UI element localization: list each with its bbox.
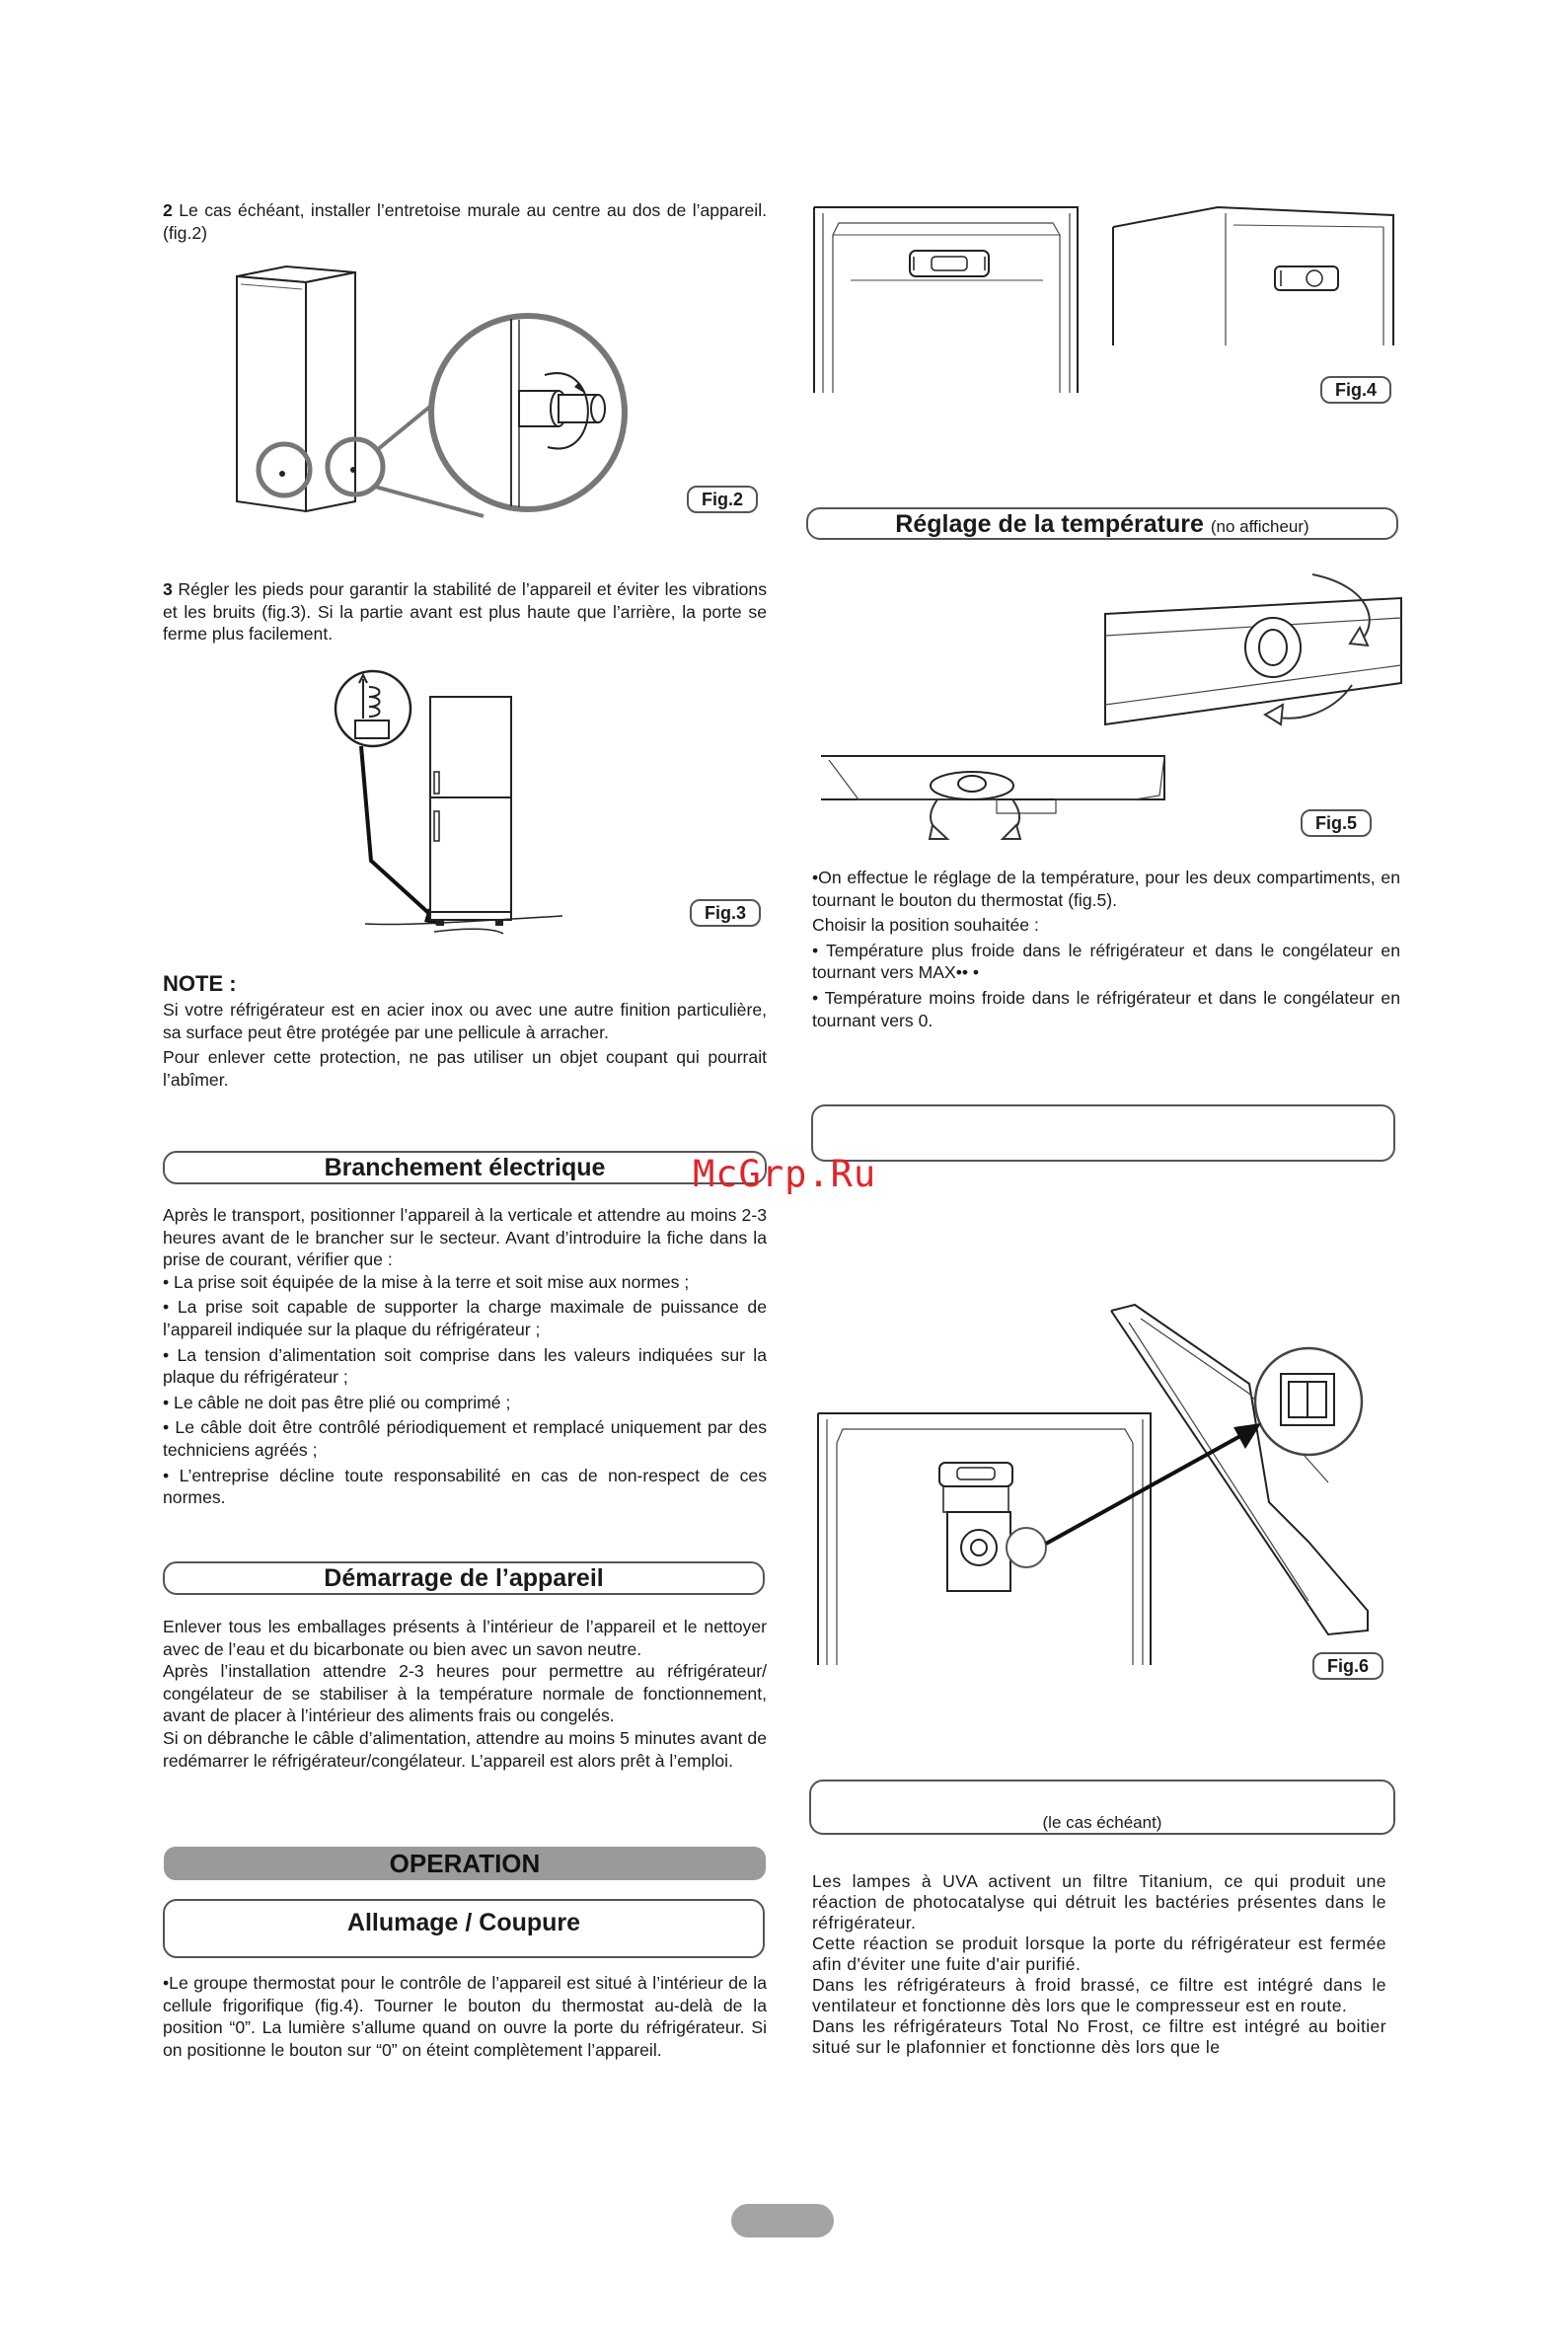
section-title-reglage — [806, 507, 1398, 540]
branchement-item: • La prise soit capable de supporter la charge maximale de puissance de l’appareil indiquée sur la plaque du réfrigérateur ; — [163, 1297, 767, 1339]
section-title-empty — [811, 1104, 1395, 1162]
step-number: 2 — [163, 200, 173, 220]
section-title-allumage: Allumage / Coupure — [163, 1899, 765, 1958]
reglage-subtitle: (no afficheur) — [1210, 517, 1309, 536]
reglage-body — [812, 867, 1400, 1031]
branchement-intro: Après le transport, positionner l’appareil à la verticale et attendre au moins 2-3 heures avant de le brancher sur le secteur. Avant d’introduire la fiche dans la prise de courant, vérifier que : — [163, 1205, 767, 1270]
section-title-demarrage: Démarrage de l’appareil — [163, 1561, 765, 1595]
fig4-label: Fig.4 — [1320, 376, 1391, 404]
uva-paragraph-4: Dans les réfrigérateurs Total No Frost, ce filtre est intégré au boitier situé sur le plafonnier et fonctionne dès lors que le — [812, 2016, 1386, 2057]
uva-paragraph-1: Les lampes à UVA activent un filtre Titanium, ce qui produit une réaction de photocatalyse qui détruit les bactéries présentes dans le réfrigérateur. — [812, 1871, 1386, 1933]
branchement-body — [163, 1204, 767, 1509]
demarrage-paragraph-2: Après l’installation attendre 2-3 heures pour permettre au réfrigérateur/ congélateur de se stabiliser à la température normale de fonctionnement, avant de placer à l’intérieur des aliments frais ou congelés. — [163, 1661, 767, 1726]
fig6-label: Fig.6 — [1312, 1652, 1383, 1680]
page-number-pill — [731, 2204, 834, 2237]
step-number: 3 — [163, 579, 173, 599]
reglage-paragraph-4: • Température moins froide dans le réfrigérateur et dans le congélateur en tournant vers 0. — [812, 987, 1400, 1030]
note-body — [163, 999, 767, 1091]
reglage-paragraph-2: Choisir la position souhaitée : — [812, 915, 1039, 936]
fig5-label: Fig.5 — [1301, 809, 1372, 837]
demarrage-body — [163, 1616, 767, 1772]
step-2-text: Le cas échéant, installer l’entretoise murale au centre au dos de l’appareil. (fig.2) — [163, 200, 767, 243]
uva-paragraph-2: Cette réaction se produit lorsque la porte du réfrigérateur est fermée afin d'éviter une fuite d'air purifié. — [812, 1933, 1386, 1974]
step-2-paragraph — [163, 199, 767, 244]
allumage-paragraph: •Le groupe thermostat pour le contrôle de l’appareil est situé à l’intérieur de la cellule frigorifique (fig.4). Tourner le bouton du thermostat au-delà de la position “0”. La lumière s’allume quand on ouvre la porte du réfrigérateur. Si on positionne le bouton sur “0” on éteint complètement l’appareil. — [163, 1973, 767, 2060]
watermark: McGrp.Ru — [693, 1153, 877, 1195]
demarrage-paragraph-1: Enlever tous les emballages présents à l’intérieur de l’appareil et le nettoyer avec de l’eau et du bicarbonate ou bien avec un savon neutre. — [163, 1617, 767, 1659]
fig6-illustration — [815, 1305, 1407, 1670]
note-heading: NOTE : — [163, 971, 237, 996]
uva-body — [812, 1871, 1386, 2058]
operation-heading: OPERATION — [164, 1847, 766, 1880]
uva-paragraph-3: Dans les réfrigérateurs à froid brassé, ce filtre est intégré dans le ventilateur et fonctionne dès lors que le compresseur est en route. — [812, 1975, 1386, 2015]
demarrage-paragraph-3: Si on débranche le câble d’alimentation, attendre au moins 5 minutes avant de redémarrer le réfrigérateur/congélateur. L’appareil est alors prêt à l’emploi. — [163, 1727, 767, 1771]
note-paragraph-2: Pour enlever cette protection, ne pas utiliser un objet coupant qui pourrait l’abîmer. — [163, 1047, 767, 1090]
step-3-paragraph — [163, 578, 767, 645]
branchement-item: • Le câble ne doit pas être plié ou comprimé ; — [163, 1392, 511, 1412]
section-title-uva — [809, 1780, 1395, 1835]
reglage-paragraph-3: • Température plus froide dans le réfrigérateur et dans le congélateur en tournant vers MAX•• • — [812, 940, 1400, 983]
branchement-item: • La tension d’alimentation soit comprise dans les valeurs indiquées sur la plaque du réfrigérateur ; — [163, 1344, 767, 1388]
step-3-text: Régler les pieds pour garantir la stabilité de l’appareil et éviter les vibrations et les bruits (fig.3). Si la partie avant est plus haute que l’arrière, la porte se ferme plus facilement. — [163, 579, 767, 644]
fig4-illustration — [811, 205, 1403, 403]
reglage-title: Réglage de la température — [895, 510, 1204, 538]
section-title-branchement: Branchement électrique — [163, 1151, 767, 1184]
branchement-item: • Le câble doit être contrôlé périodiquement et remplacé uniquement par des techniciens agréés ; — [163, 1417, 767, 1460]
reglage-paragraph-1: •On effectue le réglage de la température, pour les deux compartiments, en tournant le bouton du thermostat (fig.5). — [812, 868, 1400, 910]
allumage-body — [163, 1972, 767, 2061]
fig3-illustration — [326, 663, 582, 940]
fig2-label: Fig.2 — [687, 486, 758, 513]
branchement-item: • L’entreprise décline toute responsabilité en cas de non-respect de ces normes. — [163, 1465, 767, 1508]
fig2-illustration — [227, 265, 661, 551]
branchement-item: • La prise soit équipée de la mise à la terre et soit mise aux normes ; — [163, 1271, 690, 1292]
fig3-label: Fig.3 — [690, 899, 761, 927]
note-paragraph-1: Si votre réfrigérateur est en acier inox ou avec une autre finition particulière, sa surface peut être protégée par une pellicule à arracher. — [163, 1000, 767, 1042]
uva-subtitle: (le cas échéant) — [1042, 1813, 1162, 1832]
